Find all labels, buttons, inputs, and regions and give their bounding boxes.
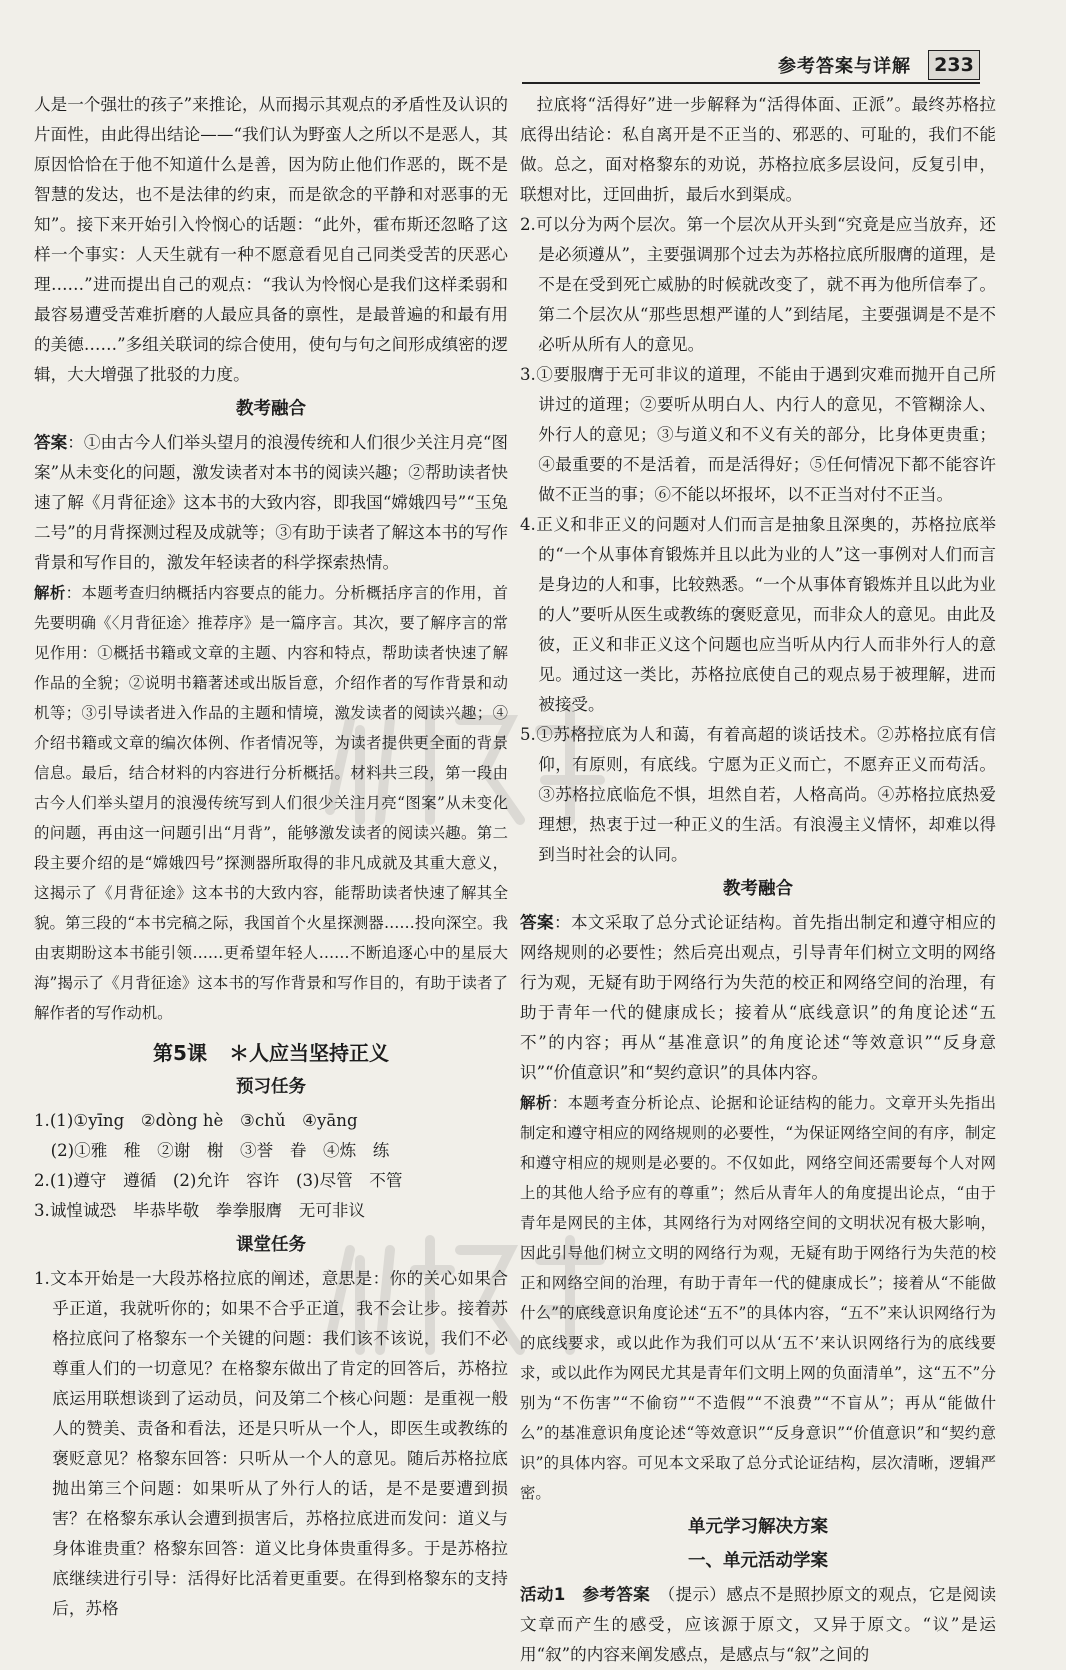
header-title: 参考答案与详解 [778,56,911,77]
ketang-item-1-continued: 拉底将“活得好”进一步解释为“活得体面、正派”。最终苏格拉底得出结论：私自离开是不正当的、邪恶的、可耻的，我们不能做。总之，面对格黎东的劝说，苏格拉底多层设问，反复引申，联想对比，迂回曲折，最后水到渠成。 [520,95,996,204]
answer-label-right: 答案 [520,913,555,932]
lesson-title [34,1038,508,1068]
section-title-jiaokao-right: 教考融合 [723,879,793,899]
header-rule [522,82,980,84]
yuxi-item-2: 2.(1)遵守 遵循 (2)允许 容许 (3)尽管 不管 [34,1171,403,1190]
yuxi-item-3: 3.诚惶诚恐 毕恭毕敬 拳拳服膺 无可非议 [34,1201,366,1220]
analysis-paragraph-right [520,1088,996,1508]
activity-1 [520,1580,996,1670]
activity-answer-label: 参考答案 [582,1585,651,1604]
yuxi-item-1b: (2)①雅 稚 ②谢 榭 ③誉 眷 ④炼 练 [50,1141,390,1160]
intro-paragraph: 人是一个强壮的孩子”来推论，从而揭示其观点的矛盾性及认识的片面性，由此得出结论——“我们认为野蛮人之所以不是恶人，其原因恰恰在于他不知道什么是善，因为防止他们作恶的，既不是智慧的发达，也不是法律的约束，而是欲念的平静和对恶事的无知”。接下来开始引入怜悯心的话题：“此外，霍布斯还忽略了这样一个事实：人天生就有一种不愿意看见自己同类受苦的厌恶心理……”进而提出自己的观点：“我认为怜悯心是我们这样柔弱和最容易遭受苦难折磨的人最应具备的禀性，是最普遍的和最有用的美德……”多组关联词的综合使用，使句与句之间形成缜密的逻辑，大大增强了批驳的力度。 [34,95,508,384]
ketang-item-1: 1.文本开始是一大段苏格拉底的阐述，意思是：你的关心如果合乎正道，我就听你的；如果不合乎正道，我不会让步。接着苏格拉底问了格黎东一个关键的问题：我们该不该说，我们不必尊重人们的一切意见？在格黎东做出了肯定的回答后，苏格拉底运用联想谈到了运动员，问及第二个核心问题：是重视一般人的赞美、责备和看法，还是只听从一个人，即医生或教练的褒贬意见？格黎东回答：只听从一个人的意见。随后苏格拉底抛出第三个问题：如果听从了外行人的话，是不是要遭到损害？在格黎东承认会遭到损害后，苏格拉底进而发问：道义与身体谁贵重？格黎东回答：道义比身体贵重得多。于是苏格拉底继续进行引导：活得好比活着更重要。在得到格黎东的支持后，苏格 [34,1269,508,1618]
lesson-number: 第5课 [153,1041,207,1065]
section-title-jiaokao: 教考融合 [236,399,306,419]
answer-label: 答案 [34,433,68,452]
answer-paragraph [34,428,508,578]
left-column [34,90,508,1624]
analysis-label-right: 解析 [520,1094,552,1112]
page-number: 233 [928,50,980,80]
activity-label: 活动1 [520,1585,566,1604]
page-header [0,52,1066,86]
answer-text: ：①由古今人们举头望月的浪漫传统和人们很少关注月亮“图案”从未变化的问题，激发读者对本书的阅读兴趣；②帮助读者快速了解《月背征途》这本书的大致内容，即我国“嫦娥四号”“玉兔二号”的月背探测过程及成就等；③有助于读者了解这本书的写作背景和写作目的，激发年轻读者的科学探索热情。 [34,433,509,572]
unit-title: 单元学习解决方案 [688,1517,828,1537]
analysis-paragraph [34,578,508,1028]
ketang-item-4: 4.正义和非正义的问题对人们而言是抽象且深奥的，苏格拉底举的“一个从事体育锻炼并且以此为业的人”这一事例对人们而言是身边的人和事，比较熟悉。“一个从事体育锻炼并且以此为业的人”要听从医生或教练的褒贬意见，而非众人的意见。由此及彼，正义和非正义这个问题也应当听从内行人而非外行人的意见。通过这一类比，苏格拉底使自己的观点易于被理解，进而被接受。 [520,515,996,714]
ketang-item-5: 5.①苏格拉底为人和蔼，有着高超的谈话技术。②苏格拉底有信仰，有原则，有底线。宁愿为正义而亡，不愿弃正义而苟活。③苏格拉底临危不惧，坦然自若，人格高尚。④苏格拉底热爱理想，热衷于过一种正义的生活。有浪漫主义情怀，却难以得到当时社会的认同。 [520,725,996,864]
analysis-label: 解析 [34,584,66,602]
ketang-item-2: 2.可以分为两个层次。第一个层次从开头到“究竟是应当放弃，还是必须遵从”，主要强调那个过去为苏格拉底所服膺的道理，是不是在受到死亡威胁的时候就改变了，就不再为他所信奉了。第二个层次从“那些思想严谨的人”到结尾，主要强调是不是不必听从所有人的意见。 [520,215,996,354]
answer-text-right: ：本文采取了总分式论证结构。首先指出制定和遵守相应的网络规则的必要性；然后亮出观点，引导青年们树立文明的网络行为观，无疑有助于网络行为失范的校正和网络空间的治理，有助于青年一代的健康成长；接着从“底线意识”的角度论述“五不”的内容；再从“基准意识”的角度论述“等效意识”“反身意识”“价值意识”和“契约意识”的具体内容。 [520,913,996,1082]
section-title-yuxi: 预习任务 [236,1077,306,1097]
yuxi-item-1a: 1.(1)①yīng ②dòng hè ③chǔ ④yāng [34,1111,358,1130]
answer-paragraph-right [520,908,996,1088]
ketang-item-3: 3.①要服膺于无可非议的道理，不能由于遇到灾难而抛开自己所讲过的道理；②要听从明白人、内行人的意见，不管糊涂人、外行人的意见；③与道义和不义有关的部分，比身体更贵重；④最重要的不是活着，而是活得好；⑤任何情况下都不能容许做不正当的事；⑥不能以坏报坏，以不正当对付不正当。 [520,365,996,504]
unit-subtitle: 一、单元活动学案 [688,1551,828,1571]
lesson-name: ＊人应当坚持正义 [228,1041,389,1065]
activity-text: （提示）感点不是照抄原文的观点，它是阅读文章而产生的感受，应该源于原文，又异于原文。“议”是运用“叙”的内容来阐发感点，是感点与“叙”之间的 [520,1585,997,1664]
analysis-text: ：本题考查归纳概括内容要点的能力。分析概括序言的作用，首先要明确《〈月背征途〉推荐序》是一篇序言。其次，要了解序言的常见作用：①概括书籍或文章的主题、内容和特点，帮助读者快速了解作品的全貌；②说明书籍著述或出版旨意，介绍作者的写作背景和动机等；③引导读者进入作品的主题和情境，激发读者的阅读兴趣；④介绍书籍或文章的编次体例、作者情况等，为读者提供更全面的背景信息。最后，结合材料的内容进行分析概括。材料共三段，第一段由古今人们举头望月的浪漫传统写到人们很少关注月亮“图案”从未变化的问题，再由这一问题引出“月背”，能够激发读者的阅读兴趣。第二段主要介绍的是“嫦娥四号”探测器所取得的非凡成就及其重大意义，这揭示了《月背征途》这本书的大致内容，能帮助读者快速了解其全貌。第三段的“本书完稿之际，我国首个火星探测器……投向深空。我由衷期盼这本书能引领……更希望年轻人……不断追逐心中的星辰大海”揭示了《月背征途》这本书的写作背景和写作目的，有助于读者了解作者的写作动机。 [34,584,508,1022]
right-column [520,90,996,1670]
section-title-ketang: 课堂任务 [236,1235,306,1255]
analysis-text-right: ：本题考查分析论点、论据和论证结构的能力。文章开头先指出制定和遵守相应的网络规则的必要性，“为保证网络空间的有序，制定和遵守相应的规则是必要的。不仅如此，网络空间还需要每个人对网上的其他人给予应有的尊重”；然后从青年人的角度提出论点，“由于青年是网民的主体，其网络行为对网络空间的文明状况有极大影响，因此引导他们树立文明的网络行为观，无疑有助于网络行为失范的校正和网络空间的治理，有助于青年一代的健康成长”；接着从“不能做什么”的底线意识角度论述“五不”的具体内容，“五不”来认识网络行为的底线要求，或以此作为我们可以从‘五不’来认识网络行为的底线要求，或以此作为网民尤其是青年们文明上网的负面清单”，这“五不”分别为“不伤害”“不偷窃”“不造假”“不浪费”“不盲从”；再从“能做什么”的基准意识角度论述“等效意识”“反身意识”“价值意识”和“契约意识”的具体内容。可见本文采取了总分式论证结构，层次清晰，逻辑严密。 [520,1094,996,1502]
